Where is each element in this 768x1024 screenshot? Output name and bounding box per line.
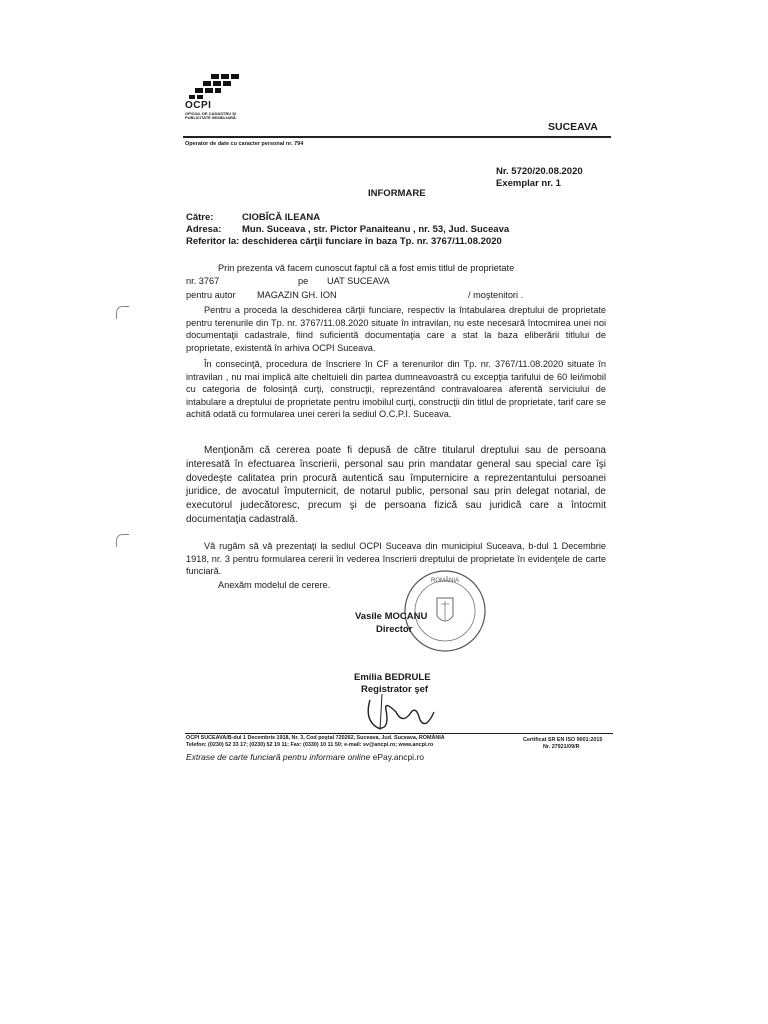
registrar-title: Registrator şef: [361, 684, 429, 695]
registrar-name: Emilia BEDRULE: [354, 672, 431, 683]
region-name: SUCEAVA: [548, 121, 598, 133]
footer-cert: Certificat SR EN ISO 9001:2015: [523, 737, 603, 743]
recipient-label: Către:: [186, 212, 214, 223]
epay-link[interactable]: ePay.ancpi.ro: [372, 752, 424, 762]
intro-mostenitori: / moştenitori .: [468, 290, 524, 300]
operator-note: Operator de date cu caracter personal nr. 794: [185, 141, 304, 147]
exemplar-number: Exemplar nr. 1: [496, 178, 561, 189]
recipient-name: CIOBÎCĂ ILEANA: [242, 212, 321, 223]
footer-divider: [185, 733, 613, 734]
intro-uat: UAT SUCEAVA: [327, 276, 390, 286]
footer-contact: Telefon: (0230) 52 33 17; (0230) 52 19 11; Fax: (0330) 10 11 50; e-mail: sv@ancpi.ro; www.ancpi.ro: [186, 742, 434, 748]
paragraph-6: Anexăm modelul de cerere.: [218, 580, 331, 590]
director-title: Director: [376, 624, 413, 635]
intro-autor-name: MAGAZIN GH. ION: [257, 290, 337, 300]
logo-subtitle: OFICIUL DE CADASTRU ȘI PUBLICITATE IMOBILIARĂ: [185, 111, 237, 121]
address-value: Mun. Suceava , str. Pictor Panaiteanu , nr. 53, Jud. Suceava: [242, 224, 510, 235]
document-title: INFORMARE: [368, 188, 426, 199]
epay-note: [186, 752, 424, 762]
intro-number: nr. 3767: [186, 276, 220, 286]
punch-hole-mark: [116, 306, 129, 319]
paragraph-4: Menţionăm că cererea poate fi depusă de către titularul dreptului sau de persoana interesată în efectuarea înscrierii, personal sau prin mandatar general sau special care îşi dovedeşte calitatea prin procură autentică sau împuternicire a reprezentantului persoanei juridice, de avocatul împuternicit, de notarul public, personal sau prin delegat notarial, de executorul judecătoresc, precum şi de persoana fizică sau juridică care a întocmit documentaţia cadastrală.: [186, 445, 606, 525]
intro-line-1: Prin prezenta vă facem cunoscut faptul că a fost emis titlul de proprietate: [218, 263, 515, 273]
signature-scribble-icon: [360, 690, 440, 734]
footer-cert-number: Nr. 27921/09/R: [543, 744, 580, 750]
intro-autor-label: pentru autor: [186, 290, 236, 300]
footer-address: OCPI SUCEAVA/B-dul 1 Decembrie 1918, Nr. 3, Cod poştal 720262, Suceava, Jud. Suceava, ROMÂNIA: [186, 735, 445, 741]
paragraph-5: Vă rugăm să vă prezentaţi la sediul OCPI Suceava din municipiul Suceava, b-dul 1 Decembrie 1918, nr. 3 pentru formularea cererii în vederea înscrierii dreptului de proprietate în evidenţele de carte funciară.: [186, 541, 606, 577]
header-divider: [183, 136, 611, 138]
stamp-text: ROMÂNIA: [430, 578, 460, 584]
address-label: Adresa:: [186, 224, 222, 235]
epay-text: Extrase de carte funciară pentru informare online: [186, 752, 371, 762]
document-number: Nr. 5720/20.08.2020: [496, 166, 583, 177]
punch-hole-mark: [116, 534, 129, 547]
logo-name: OCPI: [185, 100, 212, 111]
recipient-block: [186, 212, 509, 248]
reference-line: Referitor la: deschiderea cărţii funciare în baza Tp. nr. 3767/11.08.2020: [186, 236, 502, 247]
paragraph-2: Pentru a proceda la deschiderea cărţii funciare, respectiv la întabularea dreptului de proprietate pentru terenurile din Tp. nr. 3767/11.08.2020 situate în intravilan, nu este necesară întocmirea unei noi documentaţii cadastrale, fiind suficientă documentaţia care a stat la baza eliberării titlului de proprietate, existentă în arhiva OCPI Suceava.: [186, 305, 606, 353]
director-name: Vasile MOCANU: [355, 611, 428, 622]
paragraph-3: În consecinţă, procedura de înscriere în CF a terenurilor din Tp. nr. 3767/11.08.2020 situate în intravilan , nu mai implică alte cheltuieli din partea dumneavoastră cu excepţia tarifului de 60 lei/imobil cu categoria de folosinţă curţi, construcţii, reprezentând contravaloarea aferentă serviciului de intabulare a dreptului de proprietate pentru imobilul curţi, construcţii din titlul de proprietate, tarif care se achită odată cu formularea unei cereri la sediul O.C.P.I. Suceava.: [186, 359, 606, 420]
intro-pe: pe: [298, 276, 309, 286]
